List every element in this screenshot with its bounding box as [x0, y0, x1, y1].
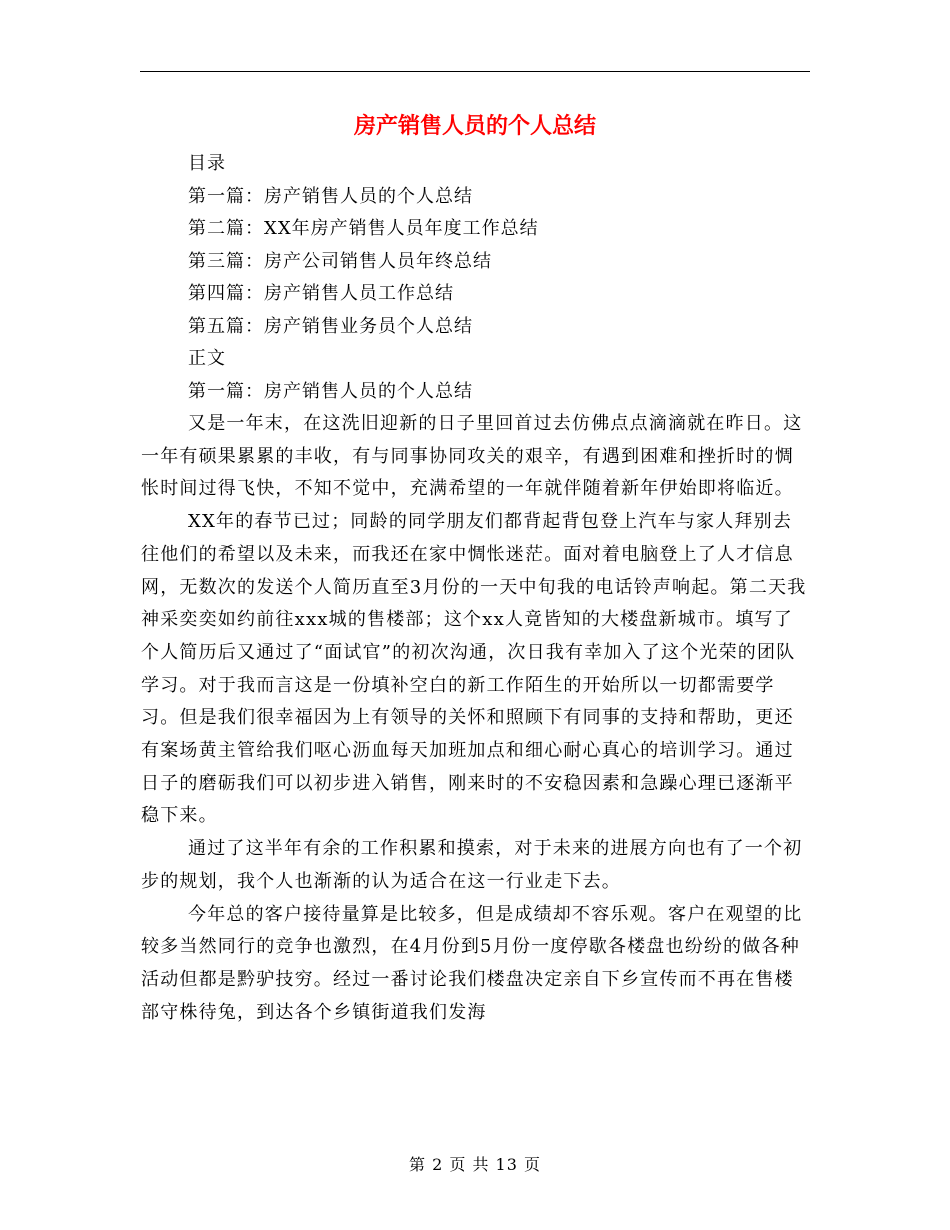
toc-item: 第五篇：房产销售业务员个人总结 — [188, 315, 473, 337]
toc-item: 第四篇：房产销售人员工作总结 — [188, 283, 454, 304]
toc-item: 第二篇：XX年房产销售人员年度工作总结 — [188, 218, 539, 239]
section-heading: 第一篇：房产销售人员的个人总结 — [188, 380, 473, 402]
paragraph: 又是一年末，在这洗旧迎新的日子里回首过去仿佛点点滴滴就在昨日。这一年有硕果累累的丰收，有与同事协同攻关的艰辛，有遇到困难和挫折时的惆怅时间过得飞快，不知不觉中，充满希望的一年就伴随着新年伊始即将临近。 — [141, 413, 803, 500]
body-text — [141, 408, 811, 1029]
paragraph: XX年的春节已过；同龄的同学朋友们都背起背包登上汽车与家人拜别去往他们的希望以及未来，而我还在家中惆怅迷茫。面对着电脑登上了人才信息网，无数次的发送个人简历直至3月份的一天中旬我的电话铃声响起。第二天我神采奕奕如约前往xxx城的售楼部；这个xx人竟皆知的大楼盘新城市。填写了个人简历后又通过了“面试官”的初次沟通，次日我有幸加入了这个光荣的团队学习。对于我而言这是一份填补空白的新工作陌生的开始所以一切都需要学习。但是我们很幸福因为上有领导的关怀和照顾下有同事的支持和帮助，更还有案场黄主管给我们呕心沥血每天加班加点和细心耐心真心的培训学习。通过日子的磨砺我们可以初步进入销售，刚来时的不安稳因素和急躁心理已逐渐平稳下来。 — [141, 511, 807, 827]
header-rule — [140, 71, 810, 72]
paragraph: 通过了这半年有余的工作积累和摸索，对于未来的进展方向也有了一个初步的规划，我个人也渐渐的认为适合在这一行业走下去。 — [141, 838, 803, 892]
table-of-contents — [188, 148, 810, 408]
body-heading: 正文 — [188, 348, 226, 369]
page-footer: 第 2 页 共 13 页 — [409, 1155, 541, 1174]
toc-item: 第三篇：房产公司销售人员年终总结 — [188, 250, 492, 272]
paragraph: 今年总的客户接待量算是比较多，但是成绩却不容乐观。客户在观望的比较多当然同行的竞争也激烈，在4月份到5月份一度停歇各楼盘也纷纷的做各种活动但都是黔驴技穷。经过一番讨论我们楼盘决定亲自下乡宣传而不再在售楼部守株待兔，到达各个乡镇街道我们发海 — [141, 903, 803, 1023]
document-title: 房产销售人员的个人总结 — [353, 113, 596, 139]
toc-heading: 目录 — [188, 153, 226, 174]
toc-item: 第一篇：房产销售人员的个人总结 — [188, 185, 473, 207]
